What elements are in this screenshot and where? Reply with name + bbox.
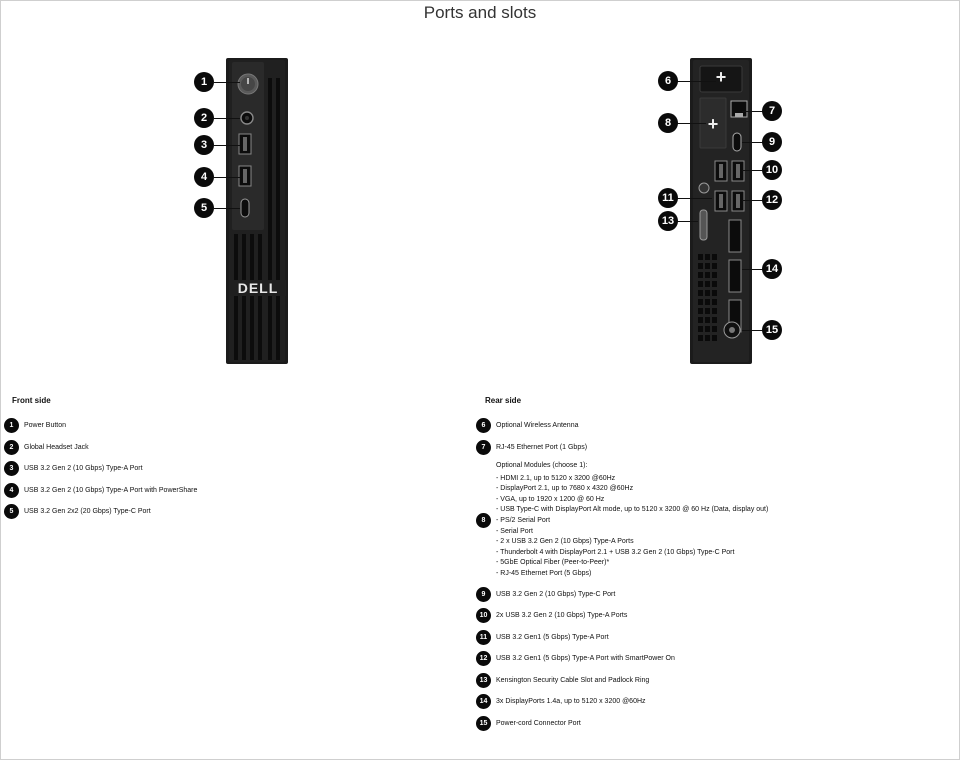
module-option: - Serial Port — [496, 527, 533, 535]
leader-line — [676, 198, 712, 199]
item-label: USB 3.2 Gen 2 (10 Gbps) Type-C Port — [496, 590, 616, 598]
page-title: Ports and slots — [423, 3, 537, 22]
callout-13: 13 — [658, 211, 678, 231]
front-device-image — [226, 58, 288, 364]
module-option: - Thunderbolt 4 with DisplayPort 2.1 + USB 3.2 Gen 2 (10 Gbps) Type-C Port — [496, 548, 735, 556]
list-item — [476, 716, 956, 732]
callout-3: 3 — [194, 135, 214, 155]
item-number: 14 — [476, 694, 491, 709]
usb-a-port-icon — [714, 190, 746, 212]
item-label: Kensington Security Cable Slot and Padlock Ring — [496, 676, 650, 684]
list-item — [476, 608, 956, 624]
list-item — [476, 694, 956, 710]
list-item — [476, 630, 956, 646]
callout-15: 15 — [762, 320, 782, 340]
item-number: 2 — [4, 440, 19, 455]
item-label: Global Headset Jack — [24, 443, 89, 451]
item-number: 7 — [476, 440, 491, 455]
usb-c-port-icon — [239, 198, 251, 218]
list-item — [476, 587, 956, 603]
item-label: 3x DisplayPorts 1.4a, up to 5120 x 3200 @60Hz — [496, 698, 646, 706]
item-number: 10 — [476, 608, 491, 623]
section-title: Rear side — [485, 396, 522, 405]
item-number: 5 — [4, 504, 19, 519]
list-item — [4, 418, 444, 434]
section-title: Front side — [12, 396, 51, 405]
leader-line — [214, 208, 240, 209]
callout-2: 2 — [194, 108, 214, 128]
module-option: - RJ-45 Ethernet Port (5 Gbps) — [496, 569, 592, 577]
item-label: USB 3.2 Gen 2 (10 Gbps) Type-A Port with PowerShare — [24, 486, 198, 494]
callout-14: 14 — [762, 259, 782, 279]
power-connector-icon — [722, 320, 742, 340]
lock-slot-icon — [696, 182, 712, 244]
leader-line — [742, 330, 764, 331]
item-number: 11 — [476, 630, 491, 645]
item-number: 8 — [476, 513, 491, 528]
callout-7: 7 — [762, 101, 782, 121]
modules-heading: Optional Modules (choose 1): — [496, 462, 588, 469]
list-item-optional-modules — [476, 461, 956, 580]
item-label: RJ-45 Ethernet Port (1 Gbps) — [496, 443, 588, 451]
headset-jack-icon — [239, 110, 255, 126]
usb-a-port-icon — [238, 165, 252, 187]
item-label: Power-cord Connector Port — [496, 719, 581, 727]
callout-5: 5 — [194, 198, 214, 218]
item-number: 4 — [4, 483, 19, 498]
leader-line — [214, 177, 240, 178]
item-label: USB 3.2 Gen1 (5 Gbps) Type-A Port with SmartPower On — [496, 655, 675, 663]
list-item — [476, 651, 956, 667]
leader-line — [676, 81, 716, 82]
leader-line — [214, 118, 240, 119]
callout-6: 6 — [658, 71, 678, 91]
callout-1: 1 — [194, 72, 214, 92]
leader-line — [742, 111, 764, 112]
list-item — [476, 673, 956, 689]
list-item — [4, 461, 444, 477]
plus-icon: + — [715, 67, 727, 87]
leader-line — [214, 82, 240, 83]
item-label: USB 3.2 Gen1 (5 Gbps) Type-A Port — [496, 633, 609, 641]
item-number: 15 — [476, 716, 491, 731]
leader-line — [742, 200, 764, 201]
list-item — [476, 418, 956, 434]
callout-10: 10 — [762, 160, 782, 180]
usb-a-port-icon — [238, 133, 252, 155]
item-label: USB 3.2 Gen 2x2 (20 Gbps) Type-C Port — [24, 508, 151, 515]
list-item — [476, 440, 956, 456]
callout-12: 12 — [762, 190, 782, 210]
item-label: USB 3.2 Gen 2 (10 Gbps) Type-A Port — [24, 465, 143, 472]
module-option: - VGA, up to 1920 x 1200 @ 60 Hz — [496, 495, 605, 503]
item-number: 13 — [476, 673, 491, 688]
module-option: - 5GbE Optical Fiber (Peer-to-Peer)* — [496, 559, 610, 567]
leader-line — [214, 145, 240, 146]
item-label: Power Button — [24, 422, 67, 429]
module-option: - 2 x USB 3.2 Gen 2 (10 Gbps) Type-A Ports — [496, 538, 634, 546]
power-icon — [236, 72, 260, 96]
callout-11: 11 — [658, 188, 678, 208]
list-item — [4, 483, 444, 499]
leader-line — [676, 221, 698, 222]
front-side-list — [4, 396, 444, 526]
ethernet-port-icon — [730, 100, 748, 120]
dell-logo: DELL — [230, 280, 286, 296]
module-option: - DisplayPort 2.1, up to 7680 x 4320 @60Hz — [496, 485, 634, 493]
leader-line — [742, 142, 764, 143]
item-label — [496, 461, 768, 580]
item-label: Optional Wireless Antenna — [496, 422, 579, 429]
list-item — [4, 440, 444, 456]
callout-8: 8 — [658, 113, 678, 133]
module-option: - PS/2 Serial Port — [496, 516, 551, 524]
usb-c-port-icon — [732, 132, 742, 152]
rear-side-list — [476, 396, 956, 737]
list-item — [4, 504, 444, 520]
callout-4: 4 — [194, 167, 214, 187]
item-number: 6 — [476, 418, 491, 433]
item-number: 3 — [4, 461, 19, 476]
module-option: - HDMI 2.1, up to 5120 x 3200 @60Hz — [496, 474, 616, 482]
leader-line — [742, 170, 764, 171]
plus-icon: + — [707, 114, 719, 134]
callout-9: 9 — [762, 132, 782, 152]
leader-line — [676, 123, 706, 124]
item-number: 12 — [476, 651, 491, 666]
module-option: - USB Type-C with DisplayPort Alt mode, up to 5120 x 3200 @ 60 Hz (Data, display out) — [496, 506, 769, 514]
item-number: 9 — [476, 587, 491, 602]
rear-device-image — [690, 58, 752, 364]
usb-a-port-icon — [714, 160, 746, 182]
leader-line — [742, 269, 764, 270]
item-label: 2x USB 3.2 Gen 2 (10 Gbps) Type-A Ports — [496, 612, 628, 620]
item-number: 1 — [4, 418, 19, 433]
